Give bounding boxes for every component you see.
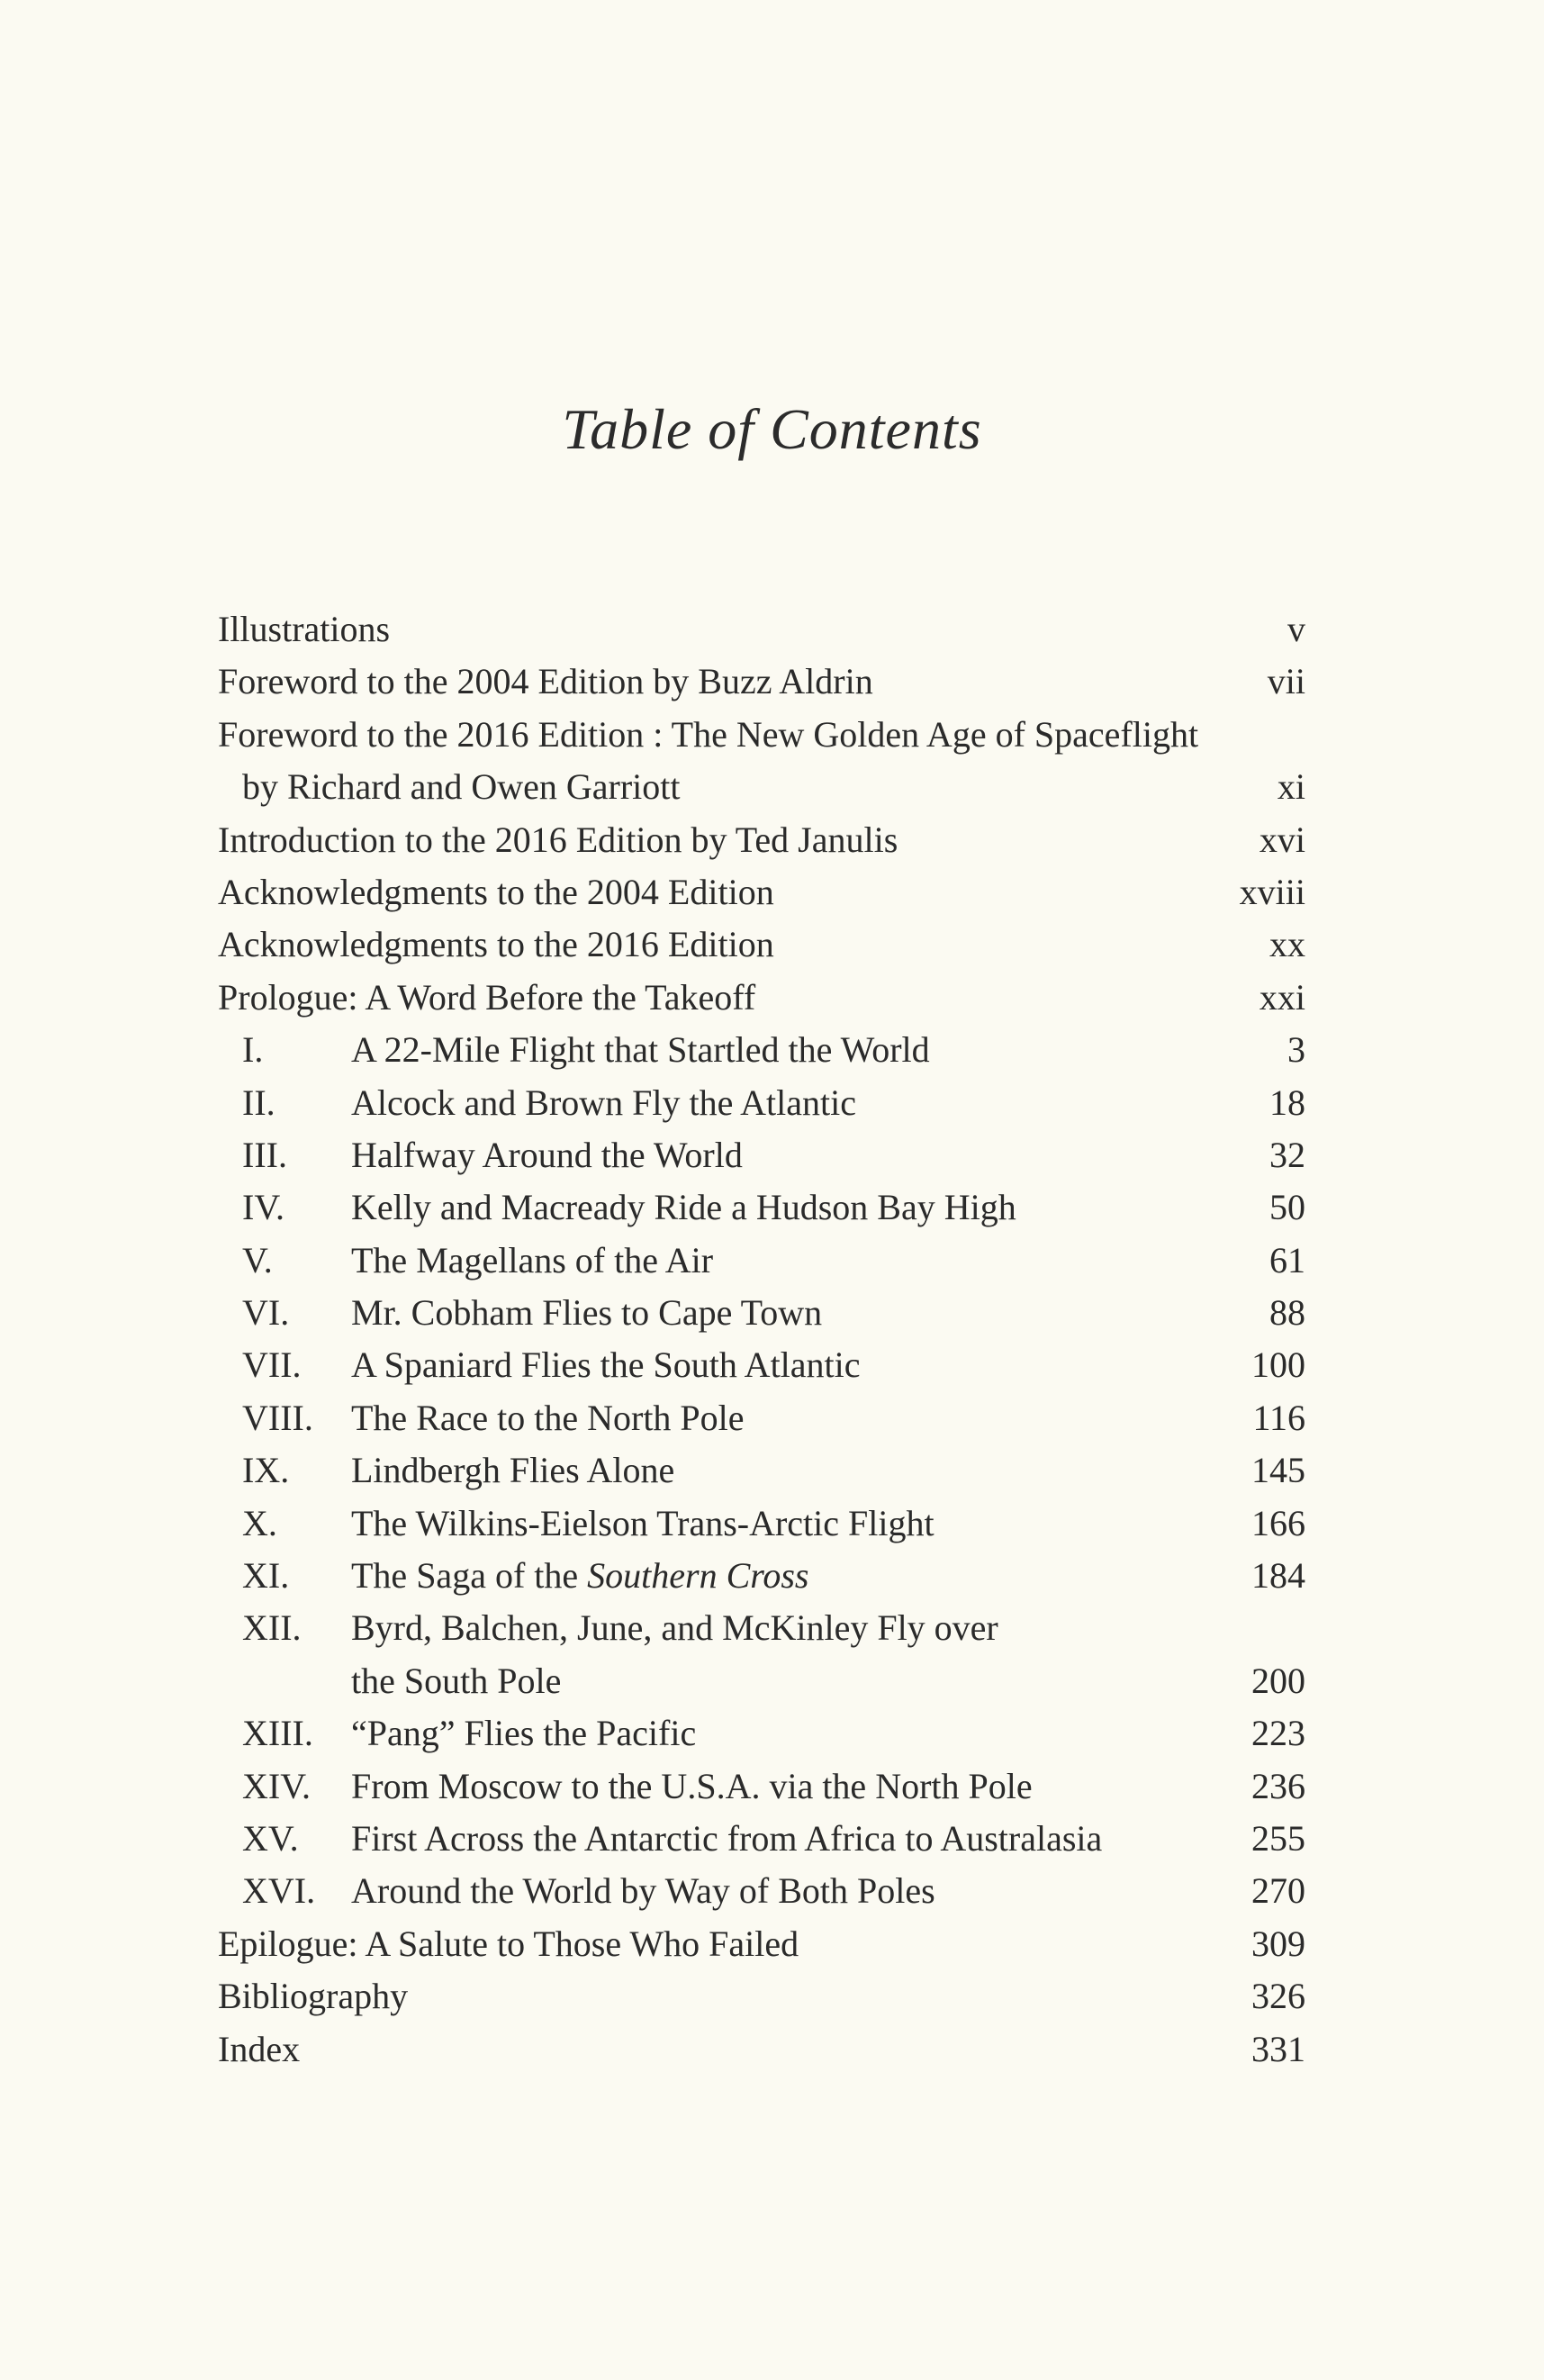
toc-page-number: 145 [1251, 1450, 1305, 1491]
toc-chapter-12 [218, 1602, 1305, 1654]
toc-chapter-2 [218, 1077, 1305, 1129]
chapter-number: XIV. [242, 1765, 311, 1806]
chapter-title: Lindbergh Flies Alone [351, 1450, 675, 1491]
chapter-number: XII. [242, 1607, 302, 1649]
toc-entry-acknowledgments-2004 [218, 866, 1305, 919]
toc-chapter-13 [218, 1707, 1305, 1760]
toc-page-number: 200 [1251, 1660, 1305, 1701]
toc-page-number: 270 [1251, 1870, 1305, 1912]
toc-entry-foreword-2016-continued [218, 761, 1305, 813]
toc-entry-foreword-2016 [218, 709, 1305, 761]
chapter-title [351, 1550, 808, 1602]
toc-page-number: 61 [1269, 1239, 1305, 1280]
chapter-number: XVI. [242, 1870, 316, 1912]
toc-page-number: 236 [1251, 1765, 1305, 1806]
toc-entry-text: Introduction to the 2016 Edition by Ted Janulis [218, 819, 898, 860]
toc-entry-introduction [218, 814, 1305, 866]
toc-entry-epilogue [218, 1918, 1305, 1970]
chapter-number: XI. [242, 1555, 290, 1597]
toc-page-number: 331 [1251, 2028, 1305, 2069]
toc-entry-foreword-2004 [218, 656, 1305, 708]
toc-page-number: xx [1269, 924, 1305, 965]
toc-page-number: 184 [1251, 1555, 1305, 1597]
toc-entry-text: Acknowledgments to the 2004 Edition [218, 871, 774, 912]
chapter-number: III. [242, 1134, 287, 1175]
toc-page-number: 223 [1251, 1713, 1305, 1754]
chapter-title-prefix: The Saga of the [351, 1555, 588, 1597]
toc-entry-text: Illustrations [218, 609, 391, 649]
chapter-title-italic: Southern Cross [587, 1555, 809, 1597]
toc-chapter-16 [218, 1865, 1305, 1917]
toc-page-number: 50 [1269, 1187, 1305, 1228]
toc-entry-text: Foreword to the 2004 Edition by Buzz Aldrin [218, 661, 873, 702]
toc-entry-text: by Richard and Owen Garriott [242, 766, 681, 808]
toc-page-number: vii [1267, 661, 1305, 702]
table-of-contents [218, 603, 1305, 2076]
chapter-title: A Spaniard Flies the South Atlantic [351, 1344, 861, 1386]
toc-entry-text: Foreword to the 2016 Edition : The New Golden Age of Spaceflight [218, 713, 1199, 755]
toc-page-number: 326 [1251, 1976, 1305, 2017]
toc-chapter-4 [218, 1181, 1305, 1234]
toc-page-number: 18 [1269, 1081, 1305, 1123]
toc-chapter-5 [218, 1235, 1305, 1287]
toc-chapter-14 [218, 1760, 1305, 1813]
toc-page-number: xviii [1239, 871, 1305, 912]
chapter-number: I. [242, 1029, 264, 1071]
toc-page-number: xxi [1259, 976, 1305, 1018]
toc-page-number: 116 [1252, 1397, 1305, 1438]
chapter-title: Alcock and Brown Fly the Atlantic [351, 1081, 857, 1123]
toc-page-number: 32 [1269, 1134, 1305, 1175]
chapter-title: Halfway Around the World [351, 1134, 743, 1175]
toc-page-number: 3 [1287, 1029, 1305, 1071]
toc-chapter-15 [218, 1813, 1305, 1865]
toc-page-number: 309 [1251, 1923, 1305, 1964]
toc-page-number: 100 [1251, 1344, 1305, 1386]
toc-chapter-3 [218, 1129, 1305, 1181]
toc-page-number: 166 [1251, 1502, 1305, 1543]
toc-page-number: 88 [1269, 1292, 1305, 1334]
toc-entry-index [218, 2023, 1305, 2076]
toc-entry-text: Index [218, 2028, 301, 2069]
chapter-number: XIII. [242, 1713, 313, 1754]
toc-entry-prologue [218, 972, 1305, 1024]
chapter-title: Around the World by Way of Both Poles [351, 1870, 935, 1912]
chapter-title: “Pang” Flies the Pacific [351, 1713, 697, 1754]
toc-chapter-9 [218, 1444, 1305, 1497]
toc-entry-bibliography [218, 1970, 1305, 2023]
chapter-number: X. [242, 1502, 277, 1543]
toc-entry-text: Epilogue: A Salute to Those Who Failed [218, 1923, 799, 1964]
toc-page-number: xi [1277, 766, 1305, 808]
toc-chapter-12-continued [218, 1655, 1305, 1707]
toc-chapter-11 [218, 1550, 1305, 1602]
chapter-title: The Magellans of the Air [351, 1239, 714, 1280]
page-title: Table of Contents [562, 397, 982, 461]
chapter-number: IV. [242, 1187, 285, 1228]
toc-chapter-10 [218, 1498, 1305, 1550]
toc-chapter-8 [218, 1392, 1305, 1444]
chapter-title: Mr. Cobham Flies to Cape Town [351, 1292, 823, 1334]
chapter-number: VIII. [242, 1397, 313, 1438]
toc-page-number: 255 [1251, 1817, 1305, 1859]
chapter-number: IX. [242, 1450, 290, 1491]
chapter-title: the South Pole [351, 1660, 562, 1701]
chapter-number: VII. [242, 1344, 302, 1386]
chapter-number: V. [242, 1239, 273, 1280]
chapter-title: From Moscow to the U.S.A. via the North Pole [351, 1765, 1033, 1806]
chapter-title: First Across the Antarctic from Africa to Australasia [351, 1817, 1103, 1859]
toc-chapter-1 [218, 1024, 1305, 1076]
toc-page-number: v [1287, 609, 1305, 649]
toc-entry-acknowledgments-2016 [218, 919, 1305, 971]
chapter-number: II. [242, 1081, 275, 1123]
toc-entry-text: Bibliography [218, 1976, 409, 2017]
toc-entry-text: Prologue: A Word Before the Takeoff [218, 976, 756, 1018]
toc-entry-text: Acknowledgments to the 2016 Edition [218, 924, 774, 965]
chapter-title: Byrd, Balchen, June, and McKinley Fly over [351, 1607, 998, 1649]
toc-chapter-6 [218, 1287, 1305, 1339]
chapter-title: A 22-Mile Flight that Startled the World [351, 1029, 930, 1071]
chapter-number: VI. [242, 1292, 290, 1334]
toc-page-number: xvi [1259, 819, 1305, 860]
toc-chapter-7 [218, 1339, 1305, 1391]
chapter-title: The Race to the North Pole [351, 1397, 745, 1438]
chapter-number: XV. [242, 1817, 299, 1859]
chapter-title: The Wilkins-Eielson Trans-Arctic Flight [351, 1502, 935, 1543]
toc-entry-illustrations [218, 603, 1305, 656]
chapter-title: Kelly and Macready Ride a Hudson Bay High [351, 1187, 1016, 1228]
